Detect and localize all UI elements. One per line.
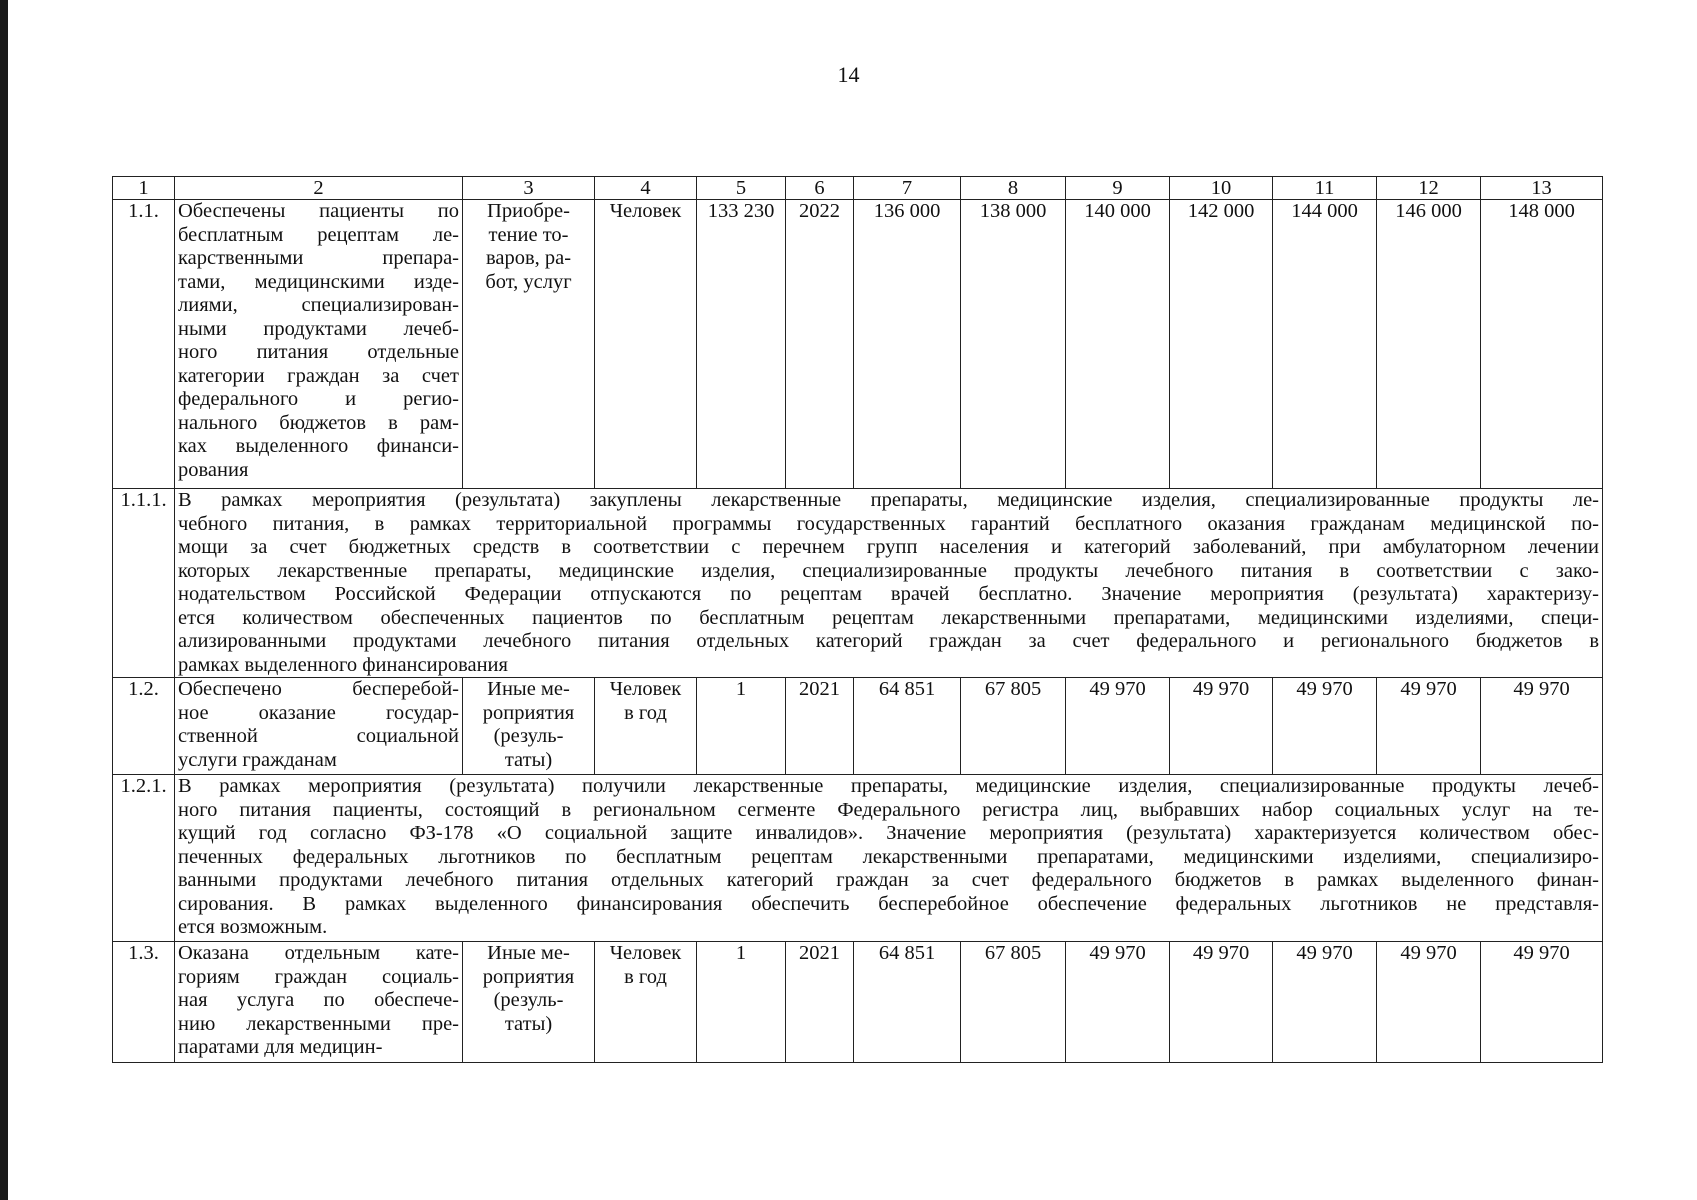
description-text-line: ется количеством обеспеченных пациентов по бесплатным рецептам лекарственными препаратами, медицинскими изделиями, специ-	[178, 606, 1599, 629]
event-type-line: роприятия	[482, 965, 575, 988]
event-name-line: нального бюджетов в рам-	[178, 411, 459, 434]
unit-line: Человек	[609, 942, 682, 964]
description-text-line: мощи за счет бюджетных средств в соответствии с перечнем групп населения и категорий заболеваний, при амбулаторном лечении	[178, 536, 1599, 558]
unit	[595, 200, 697, 489]
header-cell: 11	[1273, 177, 1377, 200]
base-year: 2021	[786, 678, 854, 775]
base-value: 1	[697, 942, 786, 1063]
header-cell: 4	[595, 177, 697, 200]
description-text-line: ванными продуктами лечебного питания отдельных категорий граждан за счет федерального бюджетов в рамках выделенного финан-	[178, 869, 1599, 891]
event-type-line: таты)	[504, 748, 553, 771]
unit-line: Человек	[609, 678, 682, 700]
description-text-line: В рамках мероприятия (результата) получили лекарственные препараты, медицинские изделия, специализированные продукты лечеб-	[178, 775, 1599, 797]
event-name-line: ственной социальной	[178, 725, 459, 747]
event-type	[463, 942, 595, 1063]
event-name-line: ными продуктами лечеб-	[178, 317, 459, 340]
year-value: 49 970	[1066, 942, 1170, 1063]
event-name-line: рования	[178, 458, 249, 481]
event-type-line: (резуль-	[493, 725, 564, 747]
table-row	[113, 942, 1603, 1063]
year-value: 49 970	[1377, 678, 1481, 775]
header-cell: 7	[854, 177, 961, 200]
event-name-line: Оказана отдельным кате-	[178, 942, 459, 964]
event-name-line: бесплатным рецептам ле-	[178, 223, 459, 246]
year-value: 49 970	[1170, 678, 1273, 775]
year-value: 49 970	[1481, 942, 1603, 1063]
event-name-line: гориям граждан социаль-	[178, 965, 459, 988]
year-value: 64 851	[854, 942, 961, 1063]
event-name-line: ное оказание государ-	[178, 701, 459, 724]
page-number: 14	[837, 62, 860, 87]
description-text	[175, 775, 1603, 942]
base-value: 133 230	[697, 200, 786, 489]
description-text-line: нодательством Российской Федерации отпускаются по рецептам врачей бесплатно. Значение мероприятия (результата) характеризу-	[178, 583, 1599, 605]
description-text-line: ализированными продуктами лечебного питания отдельных категорий граждан за счет федерального и регионального бюджетов в	[178, 630, 1599, 652]
event-type-line: бот, услуг	[485, 270, 572, 293]
base-value: 1	[697, 678, 786, 775]
data-table	[112, 176, 1603, 1063]
row-number: 1.2.	[113, 678, 175, 775]
year-value: 49 970	[1481, 678, 1603, 775]
header-cell: 13	[1481, 177, 1603, 200]
description-row	[113, 489, 1603, 678]
unit	[595, 942, 697, 1063]
event-name	[175, 942, 463, 1063]
event-name-line: Обеспечены пациенты по	[178, 200, 459, 222]
row-number: 1.3.	[113, 942, 175, 1063]
description-text-line: В рамках мероприятия (результата) закуплены лекарственные препараты, медицинские изделия, специализированные продукты ле-	[178, 489, 1599, 511]
header-cell: 6	[786, 177, 854, 200]
event-type	[463, 678, 595, 775]
event-type-line: Иные ме-	[487, 942, 570, 964]
row-number: 1.2.1.	[113, 775, 175, 942]
event-name-line: Обеспечено бесперебой-	[178, 678, 459, 700]
year-value: 140 000	[1066, 200, 1170, 489]
event-name	[175, 678, 463, 775]
description-text	[175, 489, 1603, 678]
row-number: 1.1.1.	[113, 489, 175, 678]
description-text-line: которых лекарственные препараты, медицинские изделия, специализированные продукты лечебного питания в соответствии с зако-	[178, 559, 1599, 582]
header-cell: 5	[697, 177, 786, 200]
header-cell: 8	[961, 177, 1066, 200]
year-value: 67 805	[961, 678, 1066, 775]
base-year: 2021	[786, 942, 854, 1063]
table-row	[113, 200, 1603, 489]
event-name-line: ная услуга по обеспече-	[178, 989, 459, 1011]
base-year: 2022	[786, 200, 854, 489]
year-value: 67 805	[961, 942, 1066, 1063]
year-value: 49 970	[1066, 678, 1170, 775]
description-text-line: кущий год согласно ФЗ-178 «О социальной защите инвалидов». Значение мероприятия (результата) характеризуется количеством обес-	[178, 822, 1599, 844]
header-cell: 2	[175, 177, 463, 200]
description-text-line: печенных федеральных льготников по бесплатным рецептам лекарственными препаратами, медицинскими изделиями, специализиро-	[178, 845, 1599, 868]
unit	[595, 678, 697, 775]
event-type-line: (резуль-	[493, 989, 564, 1011]
event-type-line: варов, ра-	[485, 247, 572, 269]
description-row	[113, 775, 1603, 942]
header-cell: 3	[463, 177, 595, 200]
event-name-line: услуги гражданам	[178, 748, 337, 771]
unit-line: в год	[624, 965, 667, 988]
description-text-line: ется возможным.	[178, 916, 328, 938]
event-name-line: карственными препара-	[178, 247, 459, 269]
event-type-line: Иные ме-	[487, 678, 570, 700]
event-name-line: паратами для медицин-	[178, 1036, 383, 1058]
event-type	[463, 200, 595, 489]
event-name-line: тами, медицинскими изде-	[178, 270, 459, 293]
table-row	[113, 678, 1603, 775]
description-text-line: чебного питания, в рамках территориальной программы государственных гарантий бесплатного оказания гражданам медицинской по-	[178, 512, 1599, 535]
year-value: 146 000	[1377, 200, 1481, 489]
description-text-line: сирования. В рамках выделенного финансирования обеспечить бесперебойное обеспечение федеральных льготников не представля-	[178, 892, 1599, 915]
scan-edge	[0, 0, 8, 1200]
year-value: 148 000	[1481, 200, 1603, 489]
event-type-line: тение то-	[488, 223, 569, 246]
event-name-line: лиями, специализирован-	[178, 294, 459, 316]
header-cell: 1	[113, 177, 175, 200]
header-cell: 12	[1377, 177, 1481, 200]
event-name-line: ках выделенного финанси-	[178, 435, 459, 457]
row-number: 1.1.	[113, 200, 175, 489]
year-value: 49 970	[1170, 942, 1273, 1063]
year-value: 144 000	[1273, 200, 1377, 489]
header-row	[113, 177, 1603, 200]
description-text-line: ного питания пациенты, состоящий в региональном сегменте Федерального регистра лиц, выбравших набор социальных услуг на те-	[178, 798, 1599, 821]
unit-line: в год	[624, 701, 667, 724]
event-name-line: ного питания отдельные	[178, 341, 459, 363]
year-value: 64 851	[854, 678, 961, 775]
header-cell: 10	[1170, 177, 1273, 200]
year-value: 142 000	[1170, 200, 1273, 489]
unit-line: Человек	[609, 200, 682, 222]
event-name	[175, 200, 463, 489]
event-type-line: таты)	[504, 1012, 553, 1035]
year-value: 49 970	[1273, 678, 1377, 775]
event-name-line: нию лекарственными пре-	[178, 1012, 459, 1035]
header-cell: 9	[1066, 177, 1170, 200]
event-name-line: категории граждан за счет	[178, 364, 459, 387]
event-type-line: Приобре-	[487, 200, 570, 222]
event-type-line: роприятия	[482, 701, 575, 724]
description-text-line: рамках выделенного финансирования	[178, 653, 508, 676]
year-value: 49 970	[1273, 942, 1377, 1063]
year-value: 49 970	[1377, 942, 1481, 1063]
year-value: 138 000	[961, 200, 1066, 489]
year-value: 136 000	[854, 200, 961, 489]
event-name-line: федерального и регио-	[178, 388, 459, 410]
